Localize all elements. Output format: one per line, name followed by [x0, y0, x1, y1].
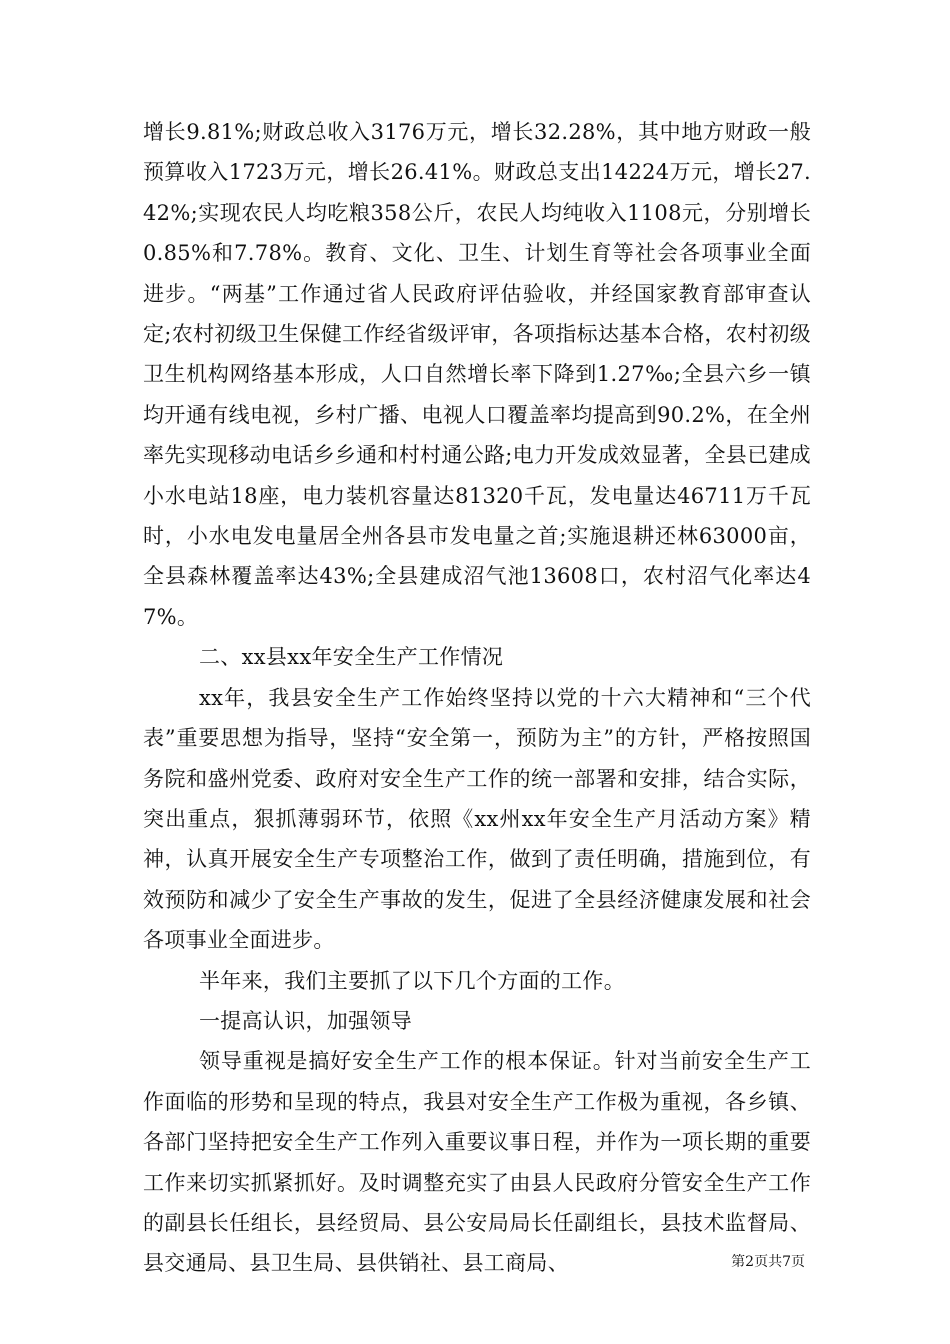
paragraph-half-year: 半年来，我们主要抓了以下几个方面的工作。: [199, 968, 625, 993]
paragraph-statistics: 增长9.81%;财政总收入3176万元，增长32.28%，其中地方财政一般预算收入1723万元，增长26.41%。财政总支出14224万元，增长27.42%;实现农民人均吃粮358公斤，农民人均纯收入1108元，分别增长0.85%和7.78%。教育、文化、卫生、计划生育等社会各项事业全面进步。“两基”工作通过省人民政府评估验收，并经国家教育部审查认定;农村初级卫生保健工作经省级评审，各项指标达基本合格，农村初级卫生机构网络基本形成，人口自然增长率下降到1.27‰;全县六乡一镇均开通有线电视，乡村广播、电视人口覆盖率均提高到90.2%，在全州率先实现移动电话乡乡通和村村通公路;电力开发成效显著，全县已建成小水电站18座，电力装机容量达81320千瓦，发电量达46711万千瓦时，小水电发电量居全州各县市发电量之首;实施退耕还林63000亩，全县森林覆盖率达43%;全县建成沼气池13608口，农村沼气化率达47%。: [143, 120, 811, 629]
page-number: 第2页共7页: [731, 1254, 805, 1270]
subheading-leadership: 一提高认识，加强领导: [199, 1008, 412, 1033]
paragraph-safety-overview: xx年，我县安全生产工作始终坚持以党的十六大精神和“三个代表”重要思想为指导，坚持“安全第一，预防为主”的方针，严格按照国务院和盛州党委、政府对安全生产工作的统一部署和安排，结合实际，突出重点，狠抓薄弱环节，依照《xx州xx年安全生产月活动方案》精神，认真开展安全生产专项整治工作，做到了责任明确，措施到位，有效预防和减少了安全生产事故的发生，促进了全县经济健康发展和社会各项事业全面进步。: [143, 685, 811, 953]
section-heading-safety: 二、xx县xx年安全生产工作情况: [199, 645, 504, 670]
document-body: [143, 112, 811, 1284]
paragraph-leadership: 领导重视是搞好安全生产工作的根本保证。针对当前安全生产工作面临的形势和呈现的特点，我县对安全生产工作极为重视，各乡镇、各部门坚持把安全生产工作列入重要议事日程，并作为一项长期的重要工作来切实抓紧抓好。及时调整充实了由县人民政府分管安全生产工作的副县长任组长，县经贸局、县公安局局长任副组长，县技术监督局、县交通局、县卫生局、县供销社、县工商局、: [143, 1049, 811, 1276]
